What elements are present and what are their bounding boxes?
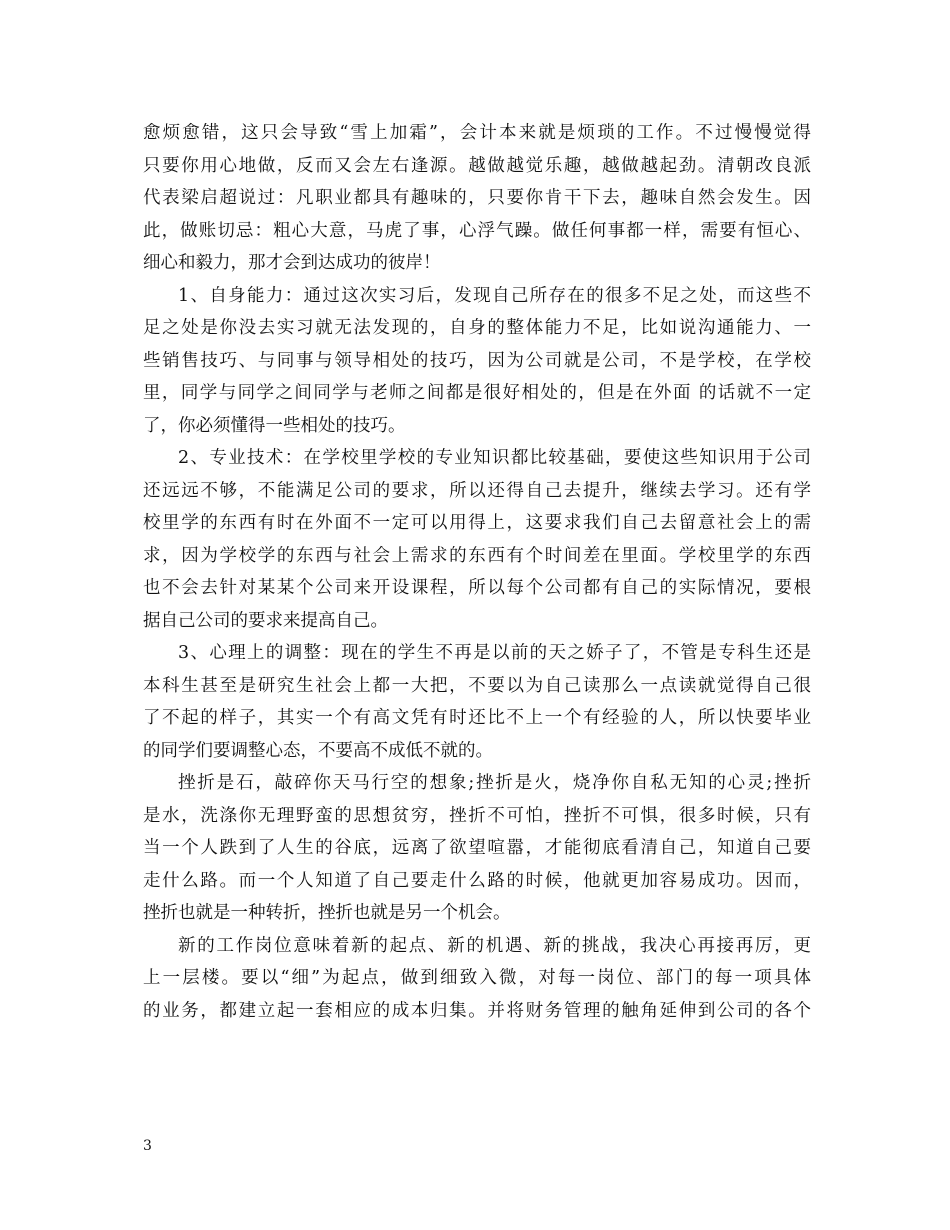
text-line: 愈烦愈错，这只会导致“雪上加霜”，会计本来就是烦琐的工作。不过慢慢觉得 bbox=[143, 123, 811, 143]
text-line: 挫折是石，敲碎你天马行空的想象;挫折是火，烧净你自私无知的心灵;挫折 bbox=[178, 773, 811, 793]
text-line: 此，做账切忌：粗心大意，马虎了事，心浮气躁。做任何事都一样，需要有恒心、 bbox=[143, 220, 811, 241]
text-line: 求，因为学校学的东西与社会上需求的东西有个时间差在里面。学校里学的东西 bbox=[143, 545, 811, 566]
text-line: 3、心理上的调整：现在的学生不再是以前的天之娇子了，不管是专科生还是 bbox=[178, 643, 811, 663]
text-line: 了不起的样子，其实一个有高文凭有时还比不上一个有经验的人，所以快要毕业 bbox=[143, 708, 811, 728]
text-line: 只要你用心地做，反而又会左右逢源。越做越觉乐趣，越做越起劲。清朝改良派 bbox=[143, 155, 811, 176]
text-line: 本科生甚至是研究生社会上都一大把，不要以为自己读那么一点读就觉得自己很 bbox=[143, 675, 811, 696]
text-line: 挫折也就是一种转折，挫折也就是另一个机会。 bbox=[143, 903, 511, 923]
body-text bbox=[143, 117, 811, 1027]
text-line: 些销售技巧、与同事与领导相处的技巧，因为公司就是公司，不是学校，在学校 bbox=[143, 350, 811, 371]
text-line: 了，你必须懂得一些相处的技巧。 bbox=[143, 415, 406, 436]
text-line: 据自己公司的要求来提高自己。 bbox=[143, 610, 388, 631]
text-line: 也不会去针对某某个公司来开设课程，所以每个公司都有自己的实际情况，要根 bbox=[143, 578, 811, 598]
text-line: 的业务，都建立起一套相应的成本归集。并将财务管理的触角延伸到公司的各个 bbox=[143, 1000, 811, 1021]
text-line: 足之处是你没去实习就无法发现的，自身的整体能力不足，比如说沟通能力、一 bbox=[143, 318, 811, 338]
text-line: 2、专业技术：在学校里学校的专业知识都比较基础，要使这些知识用于公司 bbox=[178, 448, 811, 468]
text-line: 细心和毅力，那才会到达成功的彼岸！ bbox=[143, 253, 441, 273]
text-line: 校里学的东西有时在外面不一定可以用得上，这要求我们自己去留意社会上的需 bbox=[143, 513, 811, 533]
text-line: 的同学们要调整心态，不要高不成低不就的。 bbox=[143, 740, 493, 761]
text-line: 里，同学与同学之间同学与老师之间都是很好相处的，但是在外面 的话就不一定 bbox=[143, 383, 811, 403]
text-line: 是水，洗涤你无理野蛮的思想贫穷，挫折不可怕，挫折不可惧，很多时候，只有 bbox=[143, 805, 811, 826]
text-line: 新的工作岗位意味着新的起点、新的机遇、新的挑战，我决心再接再厉，更 bbox=[178, 935, 811, 956]
page-number: 3 bbox=[143, 1138, 152, 1154]
text-line: 上一层楼。要以“细”为起点，做到细致入微，对每一岗位、部门的每一项具体 bbox=[143, 968, 811, 988]
text-line: 走什么路。而一个人知道了自己要走什么路的时候，他就更加容易成功。因而， bbox=[143, 870, 811, 891]
text-line: 1、自身能力：通过这次实习后，发现自己所存在的很多不足之处，而这些不 bbox=[178, 285, 811, 306]
text-line: 代表梁启超说过：凡职业都具有趣味的，只要你肯干下去，趣味自然会发生。因 bbox=[143, 188, 811, 208]
text-line: 当一个人跌到了人生的谷底，远离了欲望喧嚣，才能彻底看清自己，知道自己要 bbox=[143, 838, 811, 858]
text-line: 还远远不够，不能满足公司的要求，所以还得自己去提升，继续去学习。还有学 bbox=[143, 480, 811, 501]
